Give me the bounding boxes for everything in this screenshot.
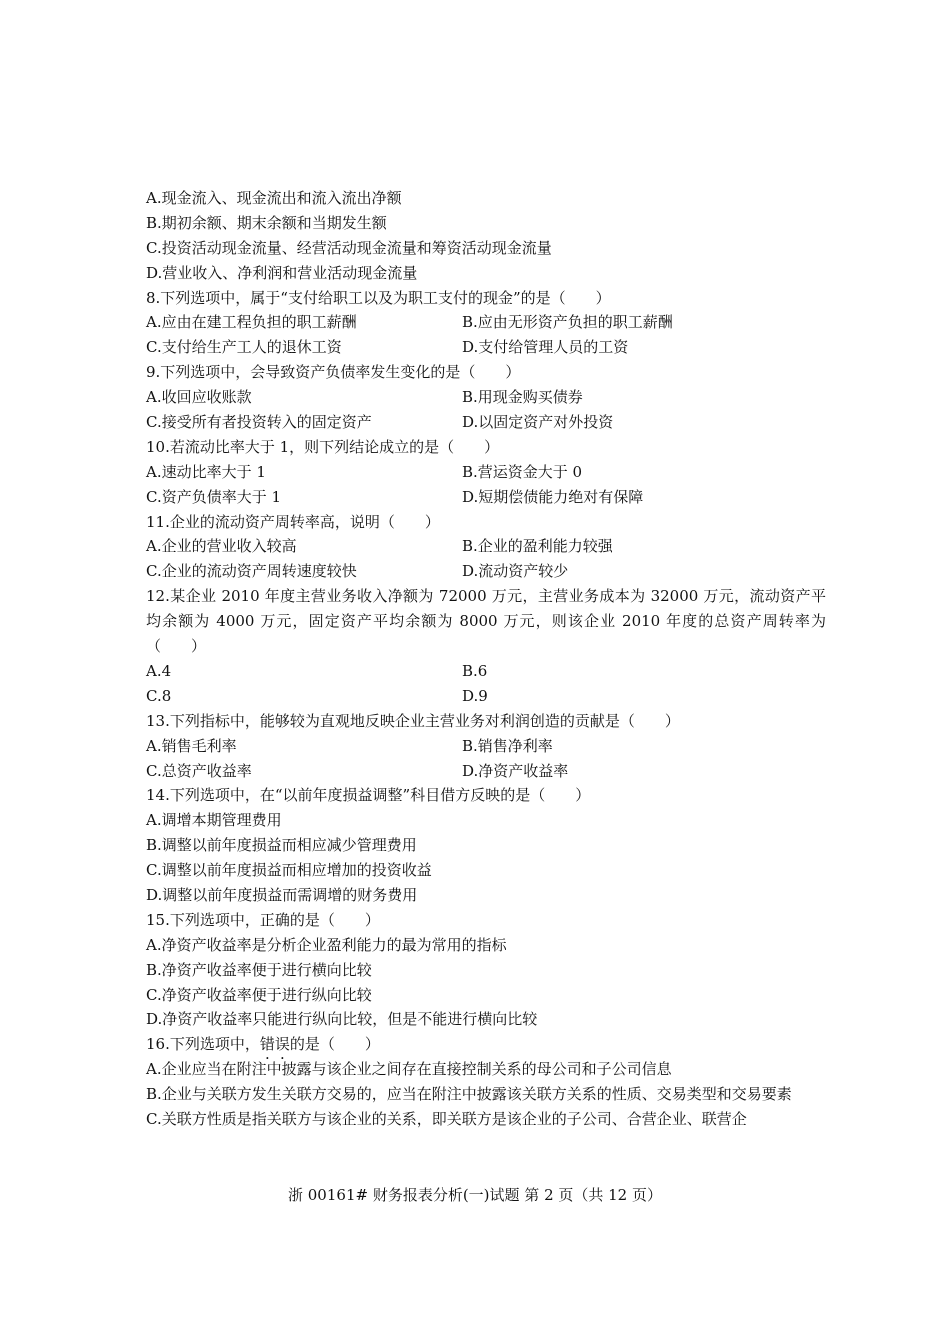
q15-option-a: A.净资产收益率是分析企业盈利能力的最为常用的指标 (146, 935, 507, 954)
q12-options-row-2 (146, 684, 826, 709)
q7-option-c: C.投资活动现金流量、经营活动现金流量和筹资活动现金流量 (146, 238, 552, 257)
q13-stem: 13.下列指标中，能够较为直观地反映企业主营业务对利润创造的贡献是（ ） (146, 711, 680, 730)
q15-option-d: D.净资产收益率只能进行纵向比较，但是不能进行横向比较 (146, 1010, 538, 1029)
q10-option-b: B.营运资金大于 0 (462, 462, 583, 481)
q12-options-row-1 (146, 659, 826, 684)
q13-option-c: C.总资产收益率 (146, 761, 252, 780)
q11-option-a: A.企业的营业收入较高 (146, 537, 297, 556)
q16-option-c: C.关联方性质是指关联方与该企业的关系，即关联方是该企业的子公司、合营企业、联营企 (146, 1110, 747, 1129)
q8-options-row-2 (146, 335, 826, 360)
q7-option-b: B.期初余额、期末余额和当期发生额 (146, 213, 387, 232)
q9-options-row-2 (146, 410, 826, 435)
q16-emphasis-char-2: 误 (274, 1035, 290, 1054)
q12-stem: 12.某企业 2010 年度主营业务收入净额为 72000 万元，主营业务成本为 32000 万元，流动资产平均余额为 4000 万元，固定资产平均余额为 8000 万元，则该企业 2010 年度的总资产周转率为（ ） (146, 587, 826, 656)
q16-stem-prefix: 16.下列选项中， (146, 1035, 260, 1054)
q9-option-b: B.用现金购买债券 (462, 388, 583, 407)
q13-options-row-1 (146, 734, 826, 759)
q15-stem: 15.下列选项中，正确的是（ ） (146, 910, 380, 929)
q10-option-a: A.速动比率大于 1 (146, 462, 266, 481)
q15-option-c: C.净资产收益率便于进行纵向比较 (146, 985, 372, 1004)
q9-option-a: A.收回应收账款 (146, 388, 252, 407)
q10-options-row-1 (146, 460, 826, 485)
q11-option-b: B.企业的盈利能力较强 (462, 537, 613, 556)
q8-option-c: C.支付给生产工人的退休工资 (146, 338, 342, 357)
q13-option-b: B.销售净利率 (462, 736, 553, 755)
q15-option-b: B.净资产收益率便于进行横向比较 (146, 960, 372, 979)
q16-stem-suffix: 的是（ ） (289, 1035, 380, 1054)
q16-option-b: B.企业与关联方发生关联方交易的，应当在附注中披露该关联方关系的性质、交易类型和交易要素 (146, 1085, 792, 1104)
q11-stem: 11.企业的流动资产周转率高，说明（ ） (146, 512, 440, 531)
q10-stem: 10.若流动比率大于 1，则下列结论成立的是（ ） (146, 437, 500, 456)
q13-options-row-2 (146, 759, 826, 784)
q7-option-a: A.现金流入、现金流出和流入流出净额 (146, 189, 402, 207)
q9-options-row-1 (146, 385, 826, 410)
q9-option-d: D.以固定资产对外投资 (462, 413, 614, 432)
q11-options-row-2 (146, 559, 826, 584)
q14-option-b: B.调整以前年度损益而相应减少管理费用 (146, 836, 417, 855)
q14-stem: 14.下列选项中，在“以前年度损益调整”科目借方反映的是（ ） (146, 786, 591, 805)
q14-option-d: D.调整以前年度损益而需调增的财务费用 (146, 885, 418, 904)
page-footer: 浙 00161# 财务报表分析(一)试题 第 2 页（共 12 页） (288, 1186, 662, 1204)
exam-page-body (146, 186, 826, 1132)
q8-stem: 8.下列选项中，属于“支付给职工以及为职工支付的现金”的是（ ） (146, 288, 611, 307)
q16-stem (146, 1032, 826, 1057)
q8-option-d: D.支付给管理人员的工资 (462, 338, 629, 357)
q16-option-a: A.企业应当在附注中披露与该企业之间存在直接控制关系的母公司和子公司信息 (146, 1060, 672, 1079)
q14-option-a: A.调增本期管理费用 (146, 811, 282, 830)
q10-options-row-2 (146, 485, 826, 510)
q12-option-c: C.8 (146, 686, 172, 705)
q8-option-a: A.应由在建工程负担的职工薪酬 (146, 313, 357, 332)
q12-option-a: A.4 (146, 661, 172, 680)
q11-option-d: D.流动资产较少 (462, 562, 569, 581)
q9-stem: 9.下列选项中，会导致资产负债率发生变化的是（ ） (146, 363, 521, 382)
q7-option-d: D.营业收入、净利润和营业活动现金流量 (146, 263, 418, 282)
q9-option-c: C.接受所有者投资转入的固定资产 (146, 413, 372, 432)
q10-option-d: D.短期偿债能力绝对有保障 (462, 487, 644, 506)
q10-option-c: C.资产负债率大于 1 (146, 487, 282, 506)
q16-emphasis-char-1: 错 (259, 1035, 275, 1054)
q14-option-c: C.调整以前年度损益而相应增加的投资收益 (146, 861, 432, 880)
q13-option-d: D.净资产收益率 (462, 761, 569, 780)
q13-option-a: A.销售毛利率 (146, 736, 237, 755)
q11-option-c: C.企业的流动资产周转速度较快 (146, 562, 357, 581)
q8-option-b: B.应由无形资产负担的职工薪酬 (462, 313, 673, 332)
q8-options-row-1 (146, 310, 826, 335)
q11-options-row-1 (146, 534, 826, 559)
q12-option-b: B.6 (462, 661, 488, 680)
q12-option-d: D.9 (462, 686, 488, 705)
